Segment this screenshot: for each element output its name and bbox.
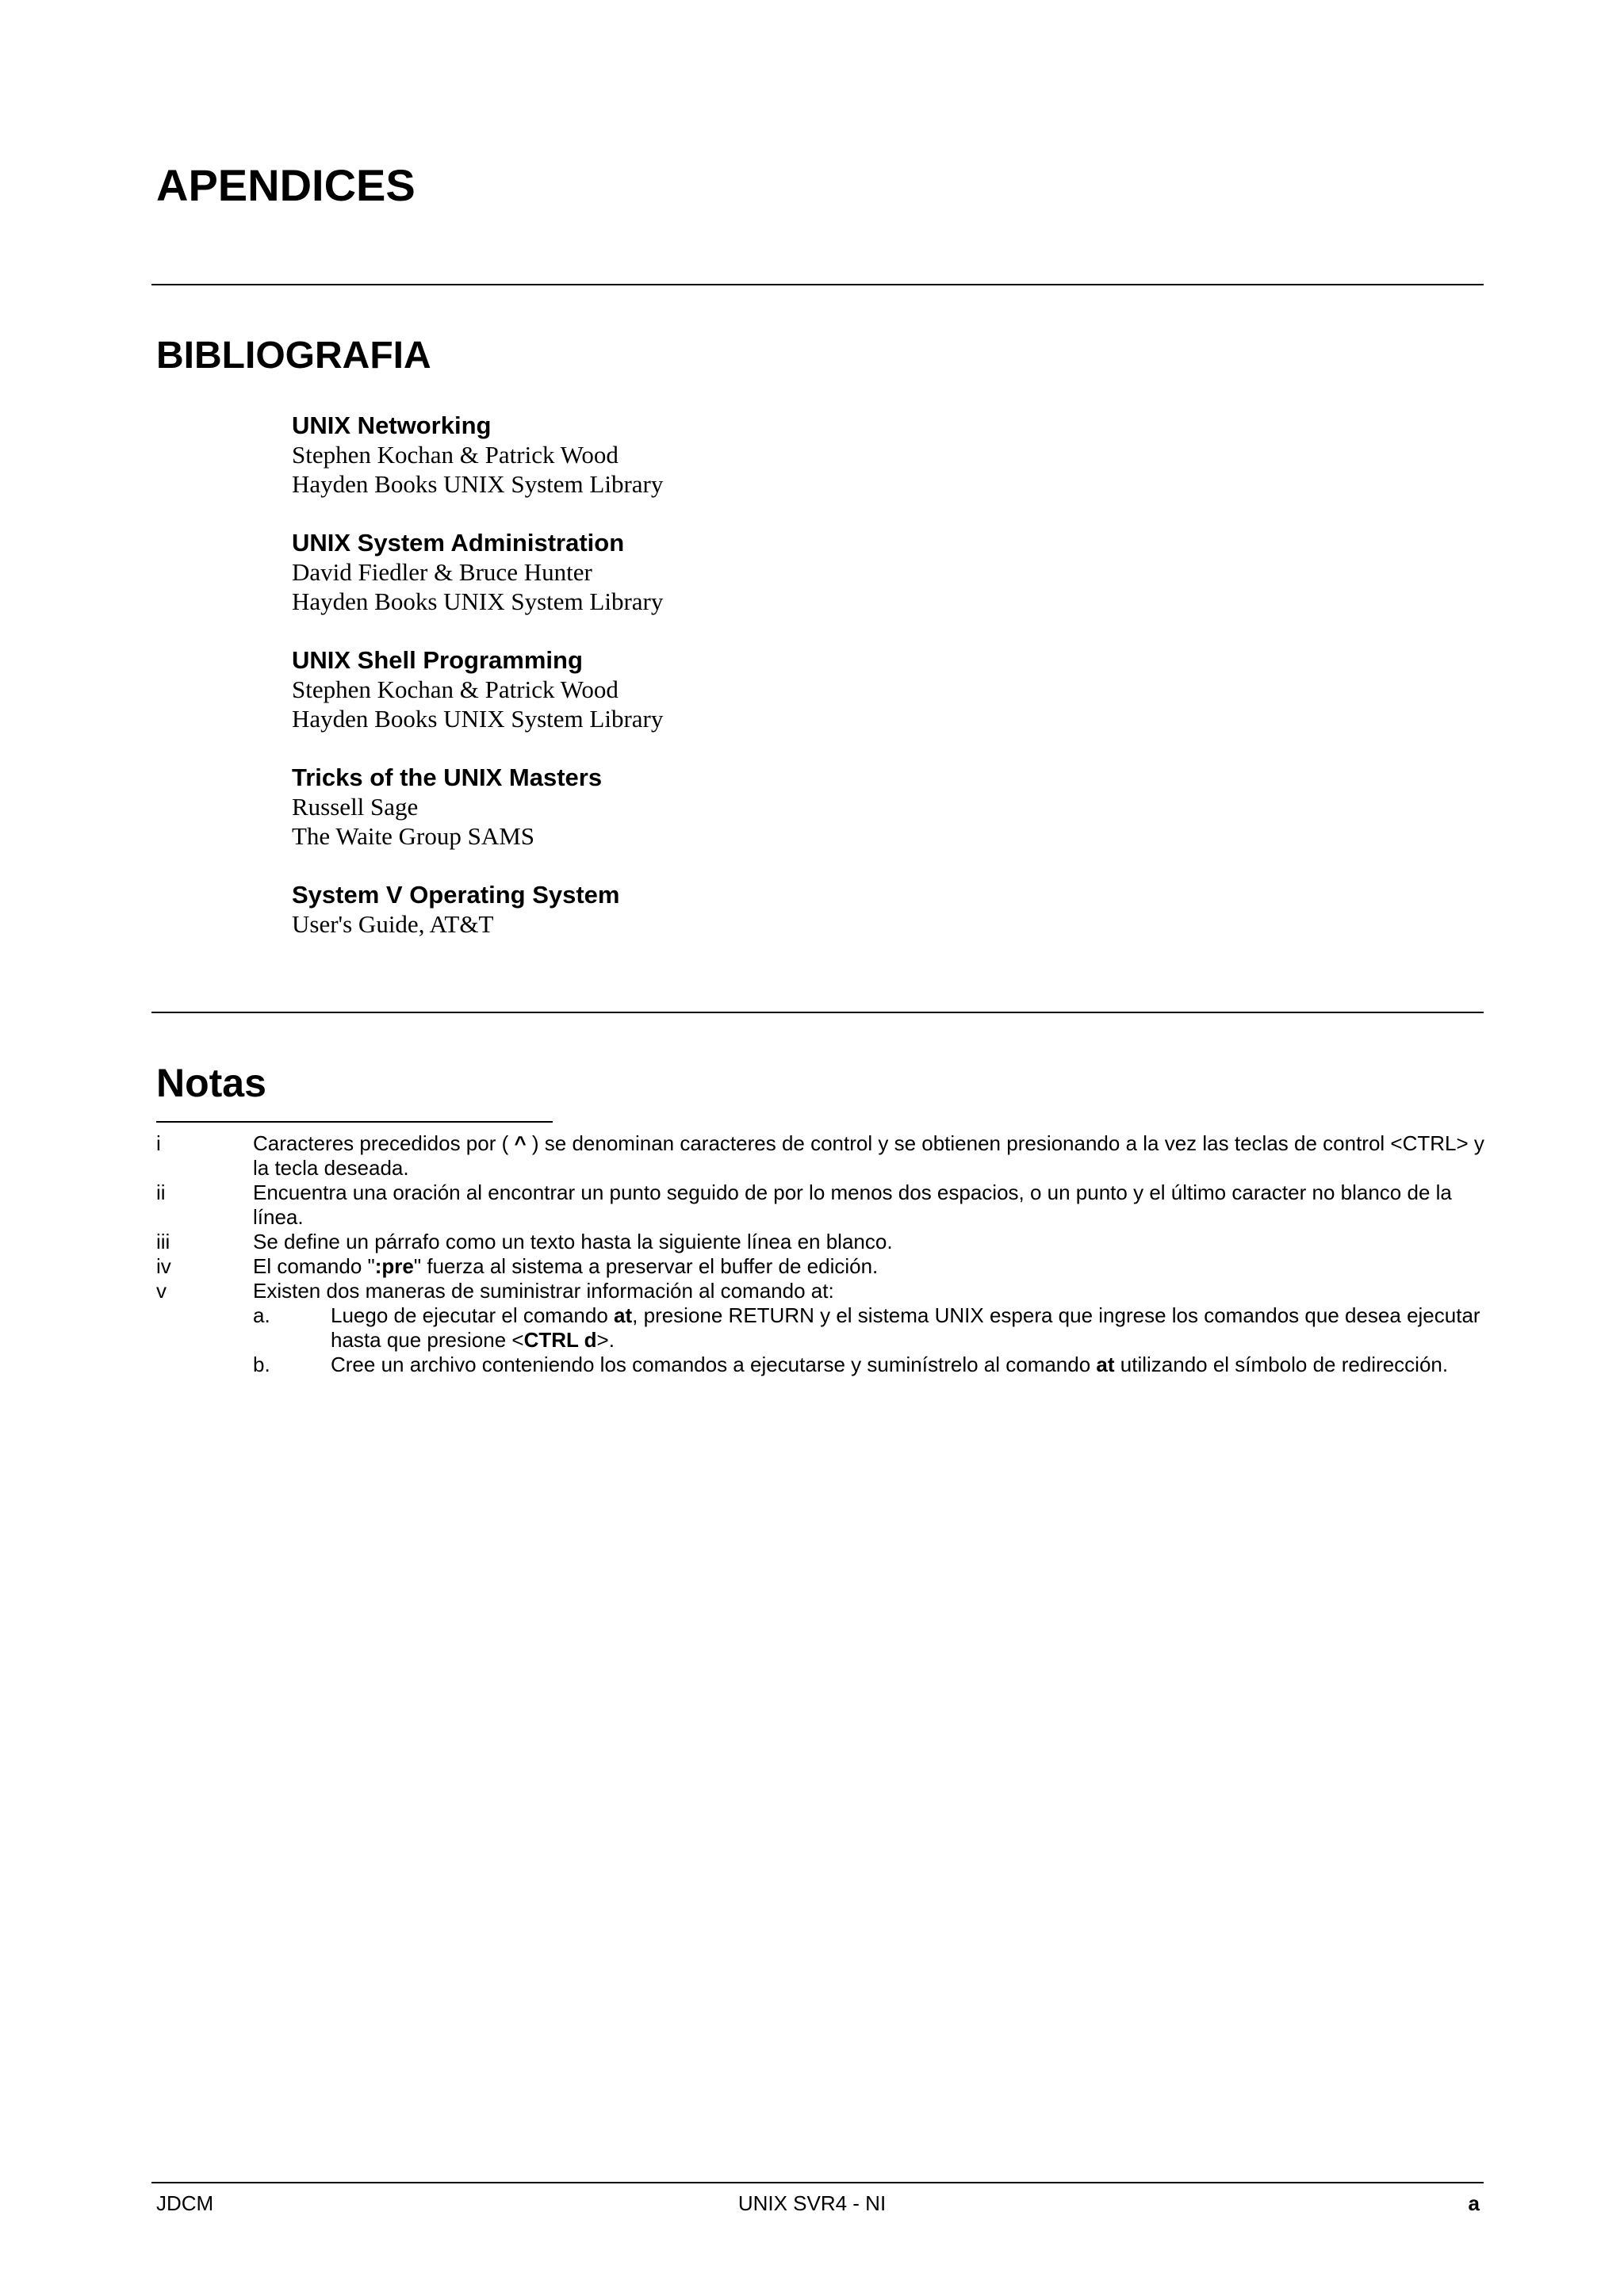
- note-text: Se define un párrafo como un texto hasta la siguiente línea en blanco.: [253, 1230, 893, 1253]
- note-subitem: [156, 1303, 1488, 1353]
- note-item: [156, 1181, 1488, 1230]
- page-heading: APENDICES: [156, 160, 416, 210]
- book-publisher: Hayden Books UNIX System Library: [292, 470, 664, 498]
- note-text: ) se denominan caracteres de control y se obtienen presionando a la vez las teclas de control <CTRL> y la tecla deseada.: [253, 1131, 1484, 1180]
- book-title: UNIX Shell Programming: [292, 646, 583, 674]
- subitem-text: utilizando el símbolo de redirección.: [1114, 1353, 1449, 1376]
- note-item: [156, 1230, 1488, 1254]
- book-title: Tricks of the UNIX Masters: [292, 763, 603, 791]
- section-divider-bottom: [151, 1012, 1484, 1013]
- book-publisher: Hayden Books UNIX System Library: [292, 587, 664, 615]
- notes-underline: [156, 1121, 553, 1123]
- book-authors: User's Guide, AT&T: [292, 910, 494, 938]
- subitem-text: >.: [596, 1328, 615, 1352]
- note-text: " fuerza al sistema a preservar el buffer de edición.: [413, 1254, 879, 1278]
- subitem-bold: at: [1096, 1353, 1115, 1376]
- subitem-text: Cree un archivo conteniendo los comandos a ejecutarse y suminístrelo al comando: [331, 1353, 1097, 1376]
- book-publisher: Hayden Books UNIX System Library: [292, 705, 664, 733]
- note-number: iii: [156, 1230, 170, 1253]
- subitem-text: , presione RETURN y el sistema UNIX espera que ingrese los comandos que desea ejecutar hasta que presione <: [331, 1303, 1480, 1352]
- note-text: Caracteres precedidos por (: [253, 1131, 515, 1155]
- book-entry: [292, 528, 1243, 616]
- subitem-bold: at: [614, 1303, 633, 1327]
- book-title: System V Operating System: [292, 881, 620, 909]
- footer-title: UNIX SVR4 - NI: [737, 2191, 887, 2215]
- subitem-letter: b.: [253, 1353, 270, 1376]
- note-bold: :pre: [374, 1254, 414, 1278]
- book-entry: [292, 763, 1243, 851]
- footer-page-number: a: [1468, 2191, 1480, 2215]
- subitem-letter: a.: [253, 1303, 270, 1327]
- notes-list: [156, 1131, 1488, 1377]
- book-authors: Russell Sage: [292, 793, 419, 821]
- book-entry: [292, 880, 1243, 939]
- subitem-bold: CTRL d: [523, 1328, 597, 1352]
- book-publisher: The Waite Group SAMS: [292, 822, 535, 850]
- footer-author: JDCM: [156, 2191, 214, 2215]
- note-item: [156, 1131, 1488, 1181]
- note-subitem: [156, 1353, 1488, 1377]
- book-entry: [292, 645, 1243, 733]
- book-entry: [292, 411, 1243, 499]
- book-authors: Stephen Kochan & Patrick Wood: [292, 675, 619, 703]
- book-title: UNIX Networking: [292, 411, 492, 439]
- note-text: Existen dos maneras de suministrar información al comando at:: [253, 1279, 834, 1303]
- footer-rule: [151, 2182, 1484, 2183]
- note-text: Encuentra una oración al encontrar un punto seguido de por lo menos dos espacios, o un punto y el último caracter no blanco de la línea.: [253, 1181, 1452, 1229]
- section-divider-top: [151, 284, 1484, 285]
- subitem-text: Luego de ejecutar el comando: [331, 1303, 615, 1327]
- book-authors: Stephen Kochan & Patrick Wood: [292, 441, 619, 469]
- note-number: v: [156, 1279, 167, 1303]
- note-item: [156, 1279, 1488, 1377]
- note-bold: ^: [514, 1131, 527, 1155]
- notes-title: Notas: [156, 1061, 266, 1105]
- bibliography-title: BIBLIOGRAFIA: [156, 335, 431, 377]
- note-item: [156, 1254, 1488, 1279]
- note-number: ii: [156, 1181, 166, 1204]
- book-title: UNIX System Administration: [292, 529, 625, 557]
- note-number: i: [156, 1131, 161, 1155]
- bibliography-list: [292, 411, 1243, 968]
- book-authors: David Fiedler & Bruce Hunter: [292, 558, 592, 586]
- note-text: El comando ": [253, 1254, 375, 1278]
- note-number: iv: [156, 1254, 171, 1278]
